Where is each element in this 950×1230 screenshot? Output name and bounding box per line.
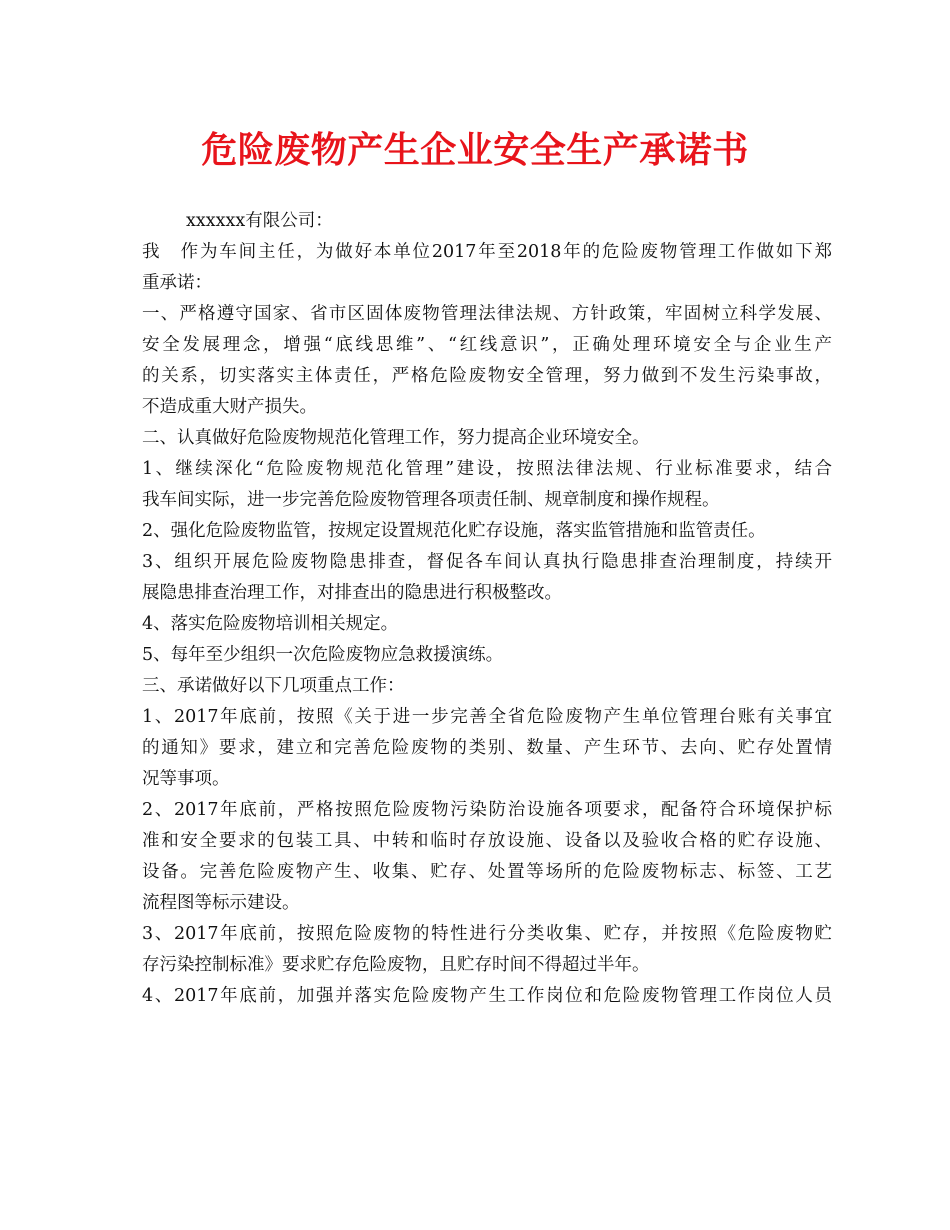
document-line: 流程图等标示建设。 [142,893,300,913]
document-line: 的通知》要求，建立和完善危险废物的类别、数量、产生环节、去向、贮存处置情 [142,738,832,758]
document-line: 4、2017年底前，加强并落实危险废物产生工作岗位和危险废物管理工作岗位人员 [142,986,832,1006]
document-line: 2、2017年底前，严格按照危险废物污染防治设施各项要求，配备符合环境保护标 [142,800,832,820]
document-line: 4、落实危险废物培训相关规定。 [142,614,399,634]
document-line: 的关系，切实落实主体责任，严格危险废物安全管理，努力做到不发生污染事故， [142,366,832,386]
document-line: 2、强化危险废物监管，按规定设置规范化贮存设施，落实监管措施和监管责任。 [142,521,766,541]
document-line: 我 作为车间主任，为做好本单位2017年至2018年的危险废物管理工作做如下郑 [142,242,832,262]
document-line: 展隐患排查治理工作，对排查出的隐患进行积极整改。 [142,583,562,603]
document-line: xxxxxx有限公司： [186,211,333,231]
document-line: 我车间实际，进一步完善危险废物管理各项责任制、规章制度和操作规程。 [142,490,720,510]
document-line: 况等事项。 [142,769,230,789]
document-line: 准和安全要求的包装工具、中转和临时存放设施、设备以及验收合格的贮存设施、 [142,831,832,851]
document-line: 不造成重大财产损失。 [142,397,317,417]
document-line: 重承诺： [142,273,212,293]
document-body [142,206,832,1012]
document-line: 安全发展理念，增强“底线思维”、“红线意识”，正确处理环境安全与企业生产 [142,335,832,355]
document-line: 1、2017年底前，按照《关于进一步完善全省危险废物产生单位管理台账有关事宜 [142,707,832,727]
document-line: 设备。完善危险废物产生、收集、贮存、处置等场所的危险废物标志、标签、工艺 [142,862,832,882]
document-line: 三、承诺做好以下几项重点工作： [142,676,405,696]
document-title: 危险废物产生企业安全生产承诺书 [201,129,749,171]
document-line: 3、组织开展危险废物隐患排查，督促各车间认真执行隐患排查治理制度，持续开 [142,552,832,572]
document-line: 二、认真做好危险废物规范化管理工作，努力提高企业环境安全。 [142,428,650,448]
document-line: 1、继续深化“危险废物规范化管理”建设，按照法律法规、行业标准要求，结合 [142,459,832,479]
document-line: 存污染控制标准》要求贮存危险废物，且贮存时间不得超过半年。 [142,955,650,975]
document-line: 3、2017年底前，按照危险废物的特性进行分类收集、贮存，并按照《危险废物贮 [142,924,832,944]
document-line: 5、每年至少组织一次危险废物应急救援演练。 [142,645,504,665]
document-line: 一、严格遵守国家、省市区固体废物管理法律法规、方针政策，牢固树立科学发展、 [142,304,832,324]
